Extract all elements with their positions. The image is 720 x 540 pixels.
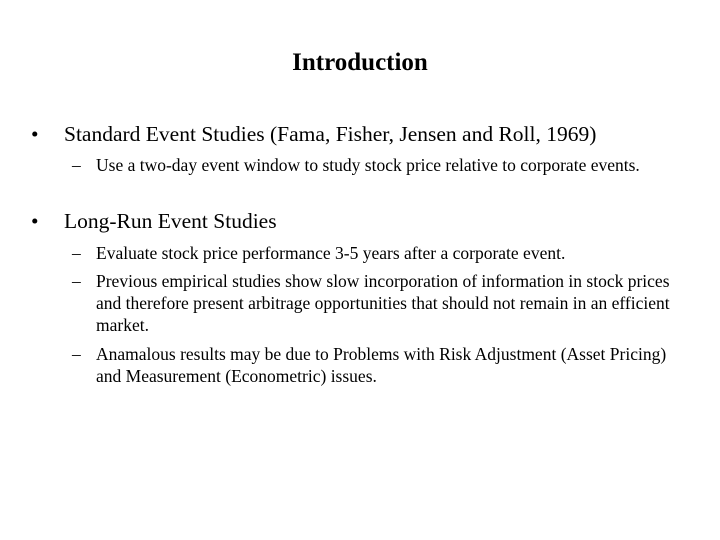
sub-bullet-marker: – [72,271,81,291]
bullet-text: Long-Run Event Studies [64,209,277,233]
sub-bullet-item [72,242,686,264]
sub-bullet-text: Anamalous results may be due to Problems with Risk Adjustment (Asset Pricing) and Measurement (Econometric) issues. [96,344,667,386]
sub-bullet-marker: – [72,243,81,263]
bullet-item [31,121,694,147]
sub-bullet-item [72,154,686,176]
bullet-marker: • [31,122,39,146]
bullet-marker: • [31,209,39,233]
sub-bullet-text: Previous empirical studies show slow incorporation of information in stock prices and therefore present arbitrage opportunities that should not remain in an efficient market. [96,271,670,335]
sub-bullet-text: Use a two-day event window to study stock price relative to corporate events. [96,155,640,175]
sub-bullet-text: Evaluate stock price performance 3-5 years after a corporate event. [96,243,566,263]
bullet-item [31,208,694,234]
sub-bullet-item [72,343,686,387]
sub-bullet-marker: – [72,155,81,175]
bullet-text: Standard Event Studies (Fama, Fisher, Jensen and Roll, 1969) [64,122,597,146]
sub-bullet-marker: – [72,344,81,364]
sub-bullet-item [72,270,686,336]
slide-title: Introduction [292,49,428,76]
